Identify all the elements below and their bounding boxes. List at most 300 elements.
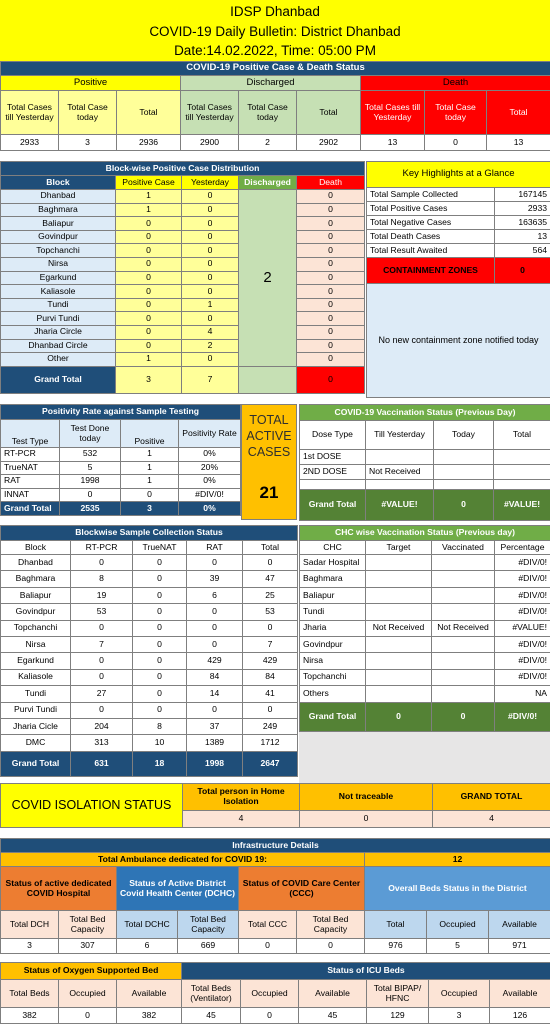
status-value: 0 — [425, 135, 487, 151]
sample-block: Purvi Tundi — [1, 702, 71, 718]
chc-percentage: #DIV/0! — [495, 555, 550, 571]
infra-value: 3 — [1, 939, 59, 954]
block-death: 0 — [297, 217, 365, 231]
col-header: Total Case today — [425, 91, 487, 135]
dose-today — [434, 465, 494, 480]
block-name: Baghmara — [1, 203, 116, 217]
chc-filler — [300, 731, 550, 782]
header-line-1: IDSP Dhanbad — [230, 4, 320, 19]
icu-value: 0 — [241, 1008, 299, 1024]
vaccination-total-label: Grand Total — [300, 490, 366, 521]
group-discharged: Discharged — [181, 76, 361, 91]
highlights-title: Key Highlights at a Glance — [367, 162, 550, 188]
sample-truenat: 0 — [133, 571, 187, 587]
block-yesterday: 0 — [182, 217, 239, 231]
sample-truenat: 0 — [133, 686, 187, 702]
test-positive: 1 — [121, 448, 179, 462]
chc-vaccinated — [432, 669, 495, 685]
col-header: Available — [117, 980, 182, 1008]
positivity-total-label: Grand Total — [1, 502, 60, 516]
chc-target — [366, 636, 432, 652]
sample-block: Govindpur — [1, 604, 71, 620]
chc-percentage: #DIV/0! — [495, 636, 550, 652]
test-type: TrueNAT — [1, 461, 60, 475]
vaccination-total-total: #VALUE! — [494, 490, 550, 521]
dose-till-yesterday — [366, 450, 434, 465]
test-done: 1998 — [60, 475, 121, 489]
sample-truenat: 0 — [133, 587, 187, 603]
chc-percentage: #DIV/0! — [495, 571, 550, 587]
block-distribution-table — [0, 161, 365, 394]
test-positive: 1 — [121, 475, 179, 489]
group-death: Death — [361, 76, 550, 91]
sample-total: 0 — [243, 555, 298, 571]
block-name: Govindpur — [1, 230, 116, 244]
chc-total-vaccinated: 0 — [432, 702, 495, 731]
col-header: Vaccinated — [432, 541, 495, 555]
col-header: Total Case today — [59, 91, 117, 135]
infra-value: 971 — [489, 939, 550, 954]
highlight-label: Total Negative Cases — [367, 216, 495, 230]
highlight-label: Total Positive Cases — [367, 202, 495, 216]
block-positive: 0 — [116, 217, 182, 231]
sample-rat: 429 — [187, 653, 243, 669]
chc-name: Baliapur — [300, 587, 366, 603]
block-name: Purvi Tundi — [1, 312, 116, 326]
block-death: 0 — [297, 285, 365, 299]
block-positive: 0 — [116, 271, 182, 285]
oxygen-title: Status of Oxygen Supported Bed — [1, 963, 182, 980]
positivity-rate-table — [0, 404, 241, 516]
sample-block: Jharia Cicle — [1, 718, 71, 734]
col-header: Yesterday — [182, 176, 239, 190]
block-yesterday: 0 — [182, 203, 239, 217]
sample-block: Dhanbad — [1, 555, 71, 571]
status-title: COVID-19 Positive Case & Death Status — [1, 62, 550, 76]
group-ccc: Status of COVID Care Center (CCC) — [239, 867, 365, 911]
chc-vaccinated — [432, 636, 495, 652]
chc-target — [366, 587, 432, 603]
block-death: 0 — [297, 190, 365, 204]
col-header: Total CCC — [239, 911, 297, 939]
col-header: Total DCHC — [117, 911, 178, 939]
dose-type: 1st DOSE — [300, 450, 366, 465]
col-header: Dose Type — [300, 421, 366, 450]
sample-block: Topchanchi — [1, 620, 71, 636]
sample-total-total: 2647 — [243, 751, 298, 776]
col-header: Till Yesterday — [366, 421, 434, 450]
sample-rtpcr: 0 — [71, 653, 133, 669]
test-positive: 1 — [121, 461, 179, 475]
chc-vaccinated — [432, 604, 495, 620]
sample-total: 0 — [243, 702, 298, 718]
chc-percentage: NA — [495, 686, 550, 702]
dose-today — [434, 450, 494, 465]
infra-value: 0 — [297, 939, 365, 954]
status-value: 2 — [239, 135, 297, 151]
col-header: Total — [365, 911, 427, 939]
infra-value: 307 — [59, 939, 117, 954]
chc-name: Govindpur — [300, 636, 366, 652]
sample-total: 25 — [243, 587, 298, 603]
block-positive: 1 — [116, 353, 182, 367]
positivity-total-done: 2535 — [60, 502, 121, 516]
test-done: 532 — [60, 448, 121, 462]
block-positive: 1 — [116, 190, 182, 204]
sample-rat: 84 — [187, 669, 243, 685]
sample-rtpcr: 8 — [71, 571, 133, 587]
block-name: Jharia Circle — [1, 325, 116, 339]
sample-total: 47 — [243, 571, 298, 587]
sample-rtpcr: 53 — [71, 604, 133, 620]
block-positive: 0 — [116, 285, 182, 299]
oxygen-occupied: 0 — [59, 1008, 117, 1024]
col-header: Total BIPAP/ HFNC — [367, 980, 429, 1008]
icu-value: 3 — [429, 1008, 490, 1024]
sample-total: 7 — [243, 636, 298, 652]
col-header: RT-PCR — [71, 541, 133, 555]
col-header: Total Beds — [1, 980, 59, 1008]
chc-vaccinated — [432, 555, 495, 571]
sample-block: Nirsa — [1, 636, 71, 652]
sample-rat: 0 — [187, 555, 243, 571]
oxygen-bed-table — [0, 962, 182, 1024]
col-header: TrueNAT — [133, 541, 187, 555]
chc-percentage: #DIV/0! — [495, 604, 550, 620]
status-value: 2936 — [117, 135, 181, 151]
sample-rtpcr: 0 — [71, 669, 133, 685]
block-name: Dhanbad — [1, 190, 116, 204]
icu-title: Status of ICU Beds — [182, 963, 550, 980]
oxygen-available: 382 — [117, 1008, 182, 1024]
vaccination-title: COVID-19 Vaccination Status (Previous Day) — [300, 405, 550, 421]
block-positive: 1 — [116, 203, 182, 217]
active-cases-box — [241, 404, 297, 520]
block-positive: 0 — [116, 230, 182, 244]
block-positive: 0 — [116, 244, 182, 258]
test-rate: 0% — [179, 448, 241, 462]
active-cases-label: TOTAL ACTIVE CASES — [246, 413, 292, 459]
sample-total: 1712 — [243, 735, 298, 751]
col-header: Total Cases till Yesterday — [181, 91, 239, 135]
col-header: Total DCH — [1, 911, 59, 939]
block-name: Kaliasole — [1, 285, 116, 299]
isolation-title: COVID ISOLATION STATUS — [1, 784, 183, 828]
chc-vaccinated — [432, 686, 495, 702]
col-header: Total — [243, 541, 298, 555]
block-yesterday: 0 — [182, 257, 239, 271]
positivity-total-rate: 0% — [179, 502, 241, 516]
col-header: RAT — [187, 541, 243, 555]
block-yesterday: 2 — [182, 339, 239, 353]
bulletin-header — [0, 0, 550, 61]
sample-rtpcr: 0 — [71, 555, 133, 571]
status-value: 3 — [59, 135, 117, 151]
isolation-grand-total: 4 — [433, 811, 550, 828]
highlight-value: 13 — [495, 230, 550, 244]
sample-rat: 6 — [187, 587, 243, 603]
col-header: Test Done today — [60, 420, 121, 448]
case-death-status-table — [0, 61, 550, 151]
highlight-label: Total Result Awaited — [367, 244, 495, 258]
positivity-total-positive: 3 — [121, 502, 179, 516]
col-header: GRAND TOTAL — [433, 784, 550, 811]
highlight-label: Total Sample Collected — [367, 188, 495, 202]
col-header: Block — [1, 541, 71, 555]
block-name: Nirsa — [1, 257, 116, 271]
chc-vaccination-table — [299, 525, 550, 783]
chc-target — [366, 555, 432, 571]
status-value: 13 — [487, 135, 550, 151]
sample-block: DMC — [1, 735, 71, 751]
test-done: 5 — [60, 461, 121, 475]
highlight-value: 167145 — [495, 188, 550, 202]
block-death: 0 — [297, 353, 365, 367]
ambulance-label: Total Ambulance dedicated for COVID 19: — [1, 853, 365, 867]
chc-total-label: Grand Total — [300, 702, 366, 731]
block-positive: 0 — [116, 298, 182, 312]
chc-name: Jharia — [300, 620, 366, 636]
group-dch: Status of active dedicated COVID Hospital — [1, 867, 117, 911]
sample-total: 53 — [243, 604, 298, 620]
sample-truenat: 0 — [133, 669, 187, 685]
sample-rat: 1389 — [187, 735, 243, 751]
highlight-label: Total Death Cases — [367, 230, 495, 244]
highlight-value: 564 — [495, 244, 550, 258]
status-value: 2902 — [297, 135, 361, 151]
isolation-status-table — [0, 783, 550, 828]
group-overall-beds: Overall Beds Status in the District — [365, 867, 550, 911]
col-header: Positivity Rate — [179, 420, 241, 448]
block-death: 0 — [297, 271, 365, 285]
header-line-3: Date:14.02.2022, Time: 05:00 PM — [174, 43, 376, 58]
col-header: Block — [1, 176, 116, 190]
col-header: Total — [297, 91, 361, 135]
block-total-positive: 3 — [116, 366, 182, 393]
header-line-2: COVID-19 Daily Bulletin: District Dhanbad — [149, 23, 401, 39]
dose-total — [494, 450, 550, 465]
block-positive: 0 — [116, 257, 182, 271]
block-name: Baliapur — [1, 217, 116, 231]
sample-block: Baghmara — [1, 571, 71, 587]
block-yesterday: 0 — [182, 271, 239, 285]
sample-total: 429 — [243, 653, 298, 669]
vaccination-total-today: 0 — [434, 490, 494, 521]
sample-total-truenat: 18 — [133, 751, 187, 776]
col-header: Total — [494, 421, 550, 450]
chc-percentage: #DIV/0! — [495, 669, 550, 685]
active-cases-value: 21 — [259, 483, 279, 502]
chc-percentage: #VALUE! — [495, 620, 550, 636]
col-header: Total Cases till Yesterday — [361, 91, 425, 135]
test-done: 0 — [60, 488, 121, 502]
containment-note: No new containment zone notified today — [367, 284, 550, 398]
col-header: Total Beds (Ventilator) — [182, 980, 241, 1008]
icu-bed-table — [181, 962, 550, 1024]
chc-target — [366, 686, 432, 702]
col-header: Positive — [121, 420, 179, 448]
block-yesterday: 0 — [182, 244, 239, 258]
infra-title: Infrastructure Details — [1, 839, 550, 853]
block-total-yesterday: 7 — [182, 366, 239, 393]
sample-truenat: 0 — [133, 702, 187, 718]
col-header: Total — [117, 91, 181, 135]
col-header: Total Bed Capacity — [297, 911, 365, 939]
sample-title: Blockwise Sample Collection Status — [1, 526, 298, 541]
sample-rat: 0 — [187, 620, 243, 636]
infra-value: 0 — [239, 939, 297, 954]
block-death: 0 — [297, 339, 365, 353]
sample-truenat: 0 — [133, 555, 187, 571]
col-header: Total Case today — [239, 91, 297, 135]
block-yesterday: 1 — [182, 298, 239, 312]
col-header: Total person in Home Isolation — [183, 784, 300, 811]
col-header: Discharged — [239, 176, 297, 190]
highlight-value: 163635 — [495, 216, 550, 230]
sample-rat: 14 — [187, 686, 243, 702]
block-yesterday: 0 — [182, 230, 239, 244]
sample-rtpcr: 204 — [71, 718, 133, 734]
test-rate: #DIV/0! — [179, 488, 241, 502]
infra-value: 669 — [178, 939, 239, 954]
vaccination-status-table — [299, 404, 550, 521]
sample-rat: 0 — [187, 702, 243, 718]
block-discharged-total: 2 — [239, 190, 297, 367]
test-type: RT-PCR — [1, 448, 60, 462]
infra-value: 976 — [365, 939, 427, 954]
block-positive: 0 — [116, 325, 182, 339]
sample-block: Kaliasole — [1, 669, 71, 685]
col-header: Occupied — [241, 980, 299, 1008]
sample-total: 84 — [243, 669, 298, 685]
sample-total: 249 — [243, 718, 298, 734]
sample-total: 41 — [243, 686, 298, 702]
oxygen-total: 382 — [1, 1008, 59, 1024]
icu-value: 129 — [367, 1008, 429, 1024]
group-dchc: Status of Active District Covid Health Center (DCHC) — [117, 867, 239, 911]
block-death: 0 — [297, 325, 365, 339]
sample-rat: 39 — [187, 571, 243, 587]
block-yesterday: 0 — [182, 312, 239, 326]
sample-rtpcr: 7 — [71, 636, 133, 652]
block-total-discharged — [239, 366, 297, 393]
chc-name: Nirsa — [300, 653, 366, 669]
containment-value: 0 — [495, 258, 550, 284]
test-positive: 0 — [121, 488, 179, 502]
chc-name: Topchanchi — [300, 669, 366, 685]
block-grand-total-label: Grand Total — [1, 366, 116, 393]
icu-value: 126 — [490, 1008, 550, 1024]
sample-truenat: 0 — [133, 653, 187, 669]
chc-vaccinated — [432, 571, 495, 587]
col-header: Available — [299, 980, 367, 1008]
status-value: 2900 — [181, 135, 239, 151]
col-header: Test Type — [1, 420, 60, 448]
icu-value: 45 — [182, 1008, 241, 1024]
test-type: RAT — [1, 475, 60, 489]
highlight-value: 2933 — [495, 202, 550, 216]
sample-total-label: Grand Total — [1, 751, 71, 776]
block-positive: 0 — [116, 312, 182, 326]
test-rate: 0% — [179, 475, 241, 489]
col-header: Total Cases till Yesterday — [1, 91, 59, 135]
sample-truenat: 0 — [133, 604, 187, 620]
sample-rat: 0 — [187, 604, 243, 620]
chc-name: Others — [300, 686, 366, 702]
status-value: 2933 — [1, 135, 59, 151]
chc-total-target: 0 — [366, 702, 432, 731]
chc-target — [366, 669, 432, 685]
block-name: Tundi — [1, 298, 116, 312]
chc-title: CHC wise Vaccination Status (Previous day) — [300, 526, 550, 541]
sample-block: Baliapur — [1, 587, 71, 603]
test-rate: 20% — [179, 461, 241, 475]
sample-truenat: 0 — [133, 620, 187, 636]
infra-value: 5 — [427, 939, 489, 954]
dose-type: 2ND DOSE — [300, 465, 366, 480]
col-header: Occupied — [427, 911, 489, 939]
sample-block: Egarkund — [1, 653, 71, 669]
block-death: 0 — [297, 203, 365, 217]
sample-truenat: 10 — [133, 735, 187, 751]
chc-percentage: #DIV/0! — [495, 587, 550, 603]
group-positive: Positive — [1, 76, 181, 91]
isolation-home: 4 — [183, 811, 300, 828]
chc-name: Sadar Hospital — [300, 555, 366, 571]
sample-rtpcr: 27 — [71, 686, 133, 702]
col-header: Death — [297, 176, 365, 190]
infra-value: 6 — [117, 939, 178, 954]
vaccination-total-till: #VALUE! — [366, 490, 434, 521]
chc-vaccinated: Not Received — [432, 620, 495, 636]
status-value: 13 — [361, 135, 425, 151]
isolation-not-traceable: 0 — [300, 811, 433, 828]
col-header: Total — [487, 91, 550, 135]
block-name: Egarkund — [1, 271, 116, 285]
block-death: 0 — [297, 298, 365, 312]
ambulance-value: 12 — [365, 853, 550, 867]
sample-truenat: 0 — [133, 636, 187, 652]
sample-rtpcr: 0 — [71, 620, 133, 636]
block-yesterday: 0 — [182, 285, 239, 299]
sample-truenat: 8 — [133, 718, 187, 734]
col-header: Occupied — [59, 980, 117, 1008]
positivity-title: Positivity Rate against Sample Testing — [1, 405, 241, 420]
sample-rat: 0 — [187, 636, 243, 652]
sample-total-rtpcr: 631 — [71, 751, 133, 776]
col-header: Available — [490, 980, 550, 1008]
containment-label: CONTAINMENT ZONES — [367, 258, 495, 284]
col-header: Occupied — [429, 980, 490, 1008]
sample-total-rat: 1998 — [187, 751, 243, 776]
sample-rtpcr: 0 — [71, 702, 133, 718]
sample-rat: 37 — [187, 718, 243, 734]
sample-rtpcr: 19 — [71, 587, 133, 603]
block-death: 0 — [297, 244, 365, 258]
chc-target: Not Received — [366, 620, 432, 636]
block-name: Dhanbad Circle — [1, 339, 116, 353]
icu-value: 45 — [299, 1008, 367, 1024]
col-header: Total Bed Capacity — [178, 911, 239, 939]
block-positive: 0 — [116, 339, 182, 353]
chc-percentage: #DIV/0! — [495, 653, 550, 669]
block-yesterday: 4 — [182, 325, 239, 339]
block-title: Block-wise Positive Case Distribution — [1, 162, 365, 176]
chc-total-percentage: #DIV/0! — [495, 702, 550, 731]
block-yesterday: 0 — [182, 353, 239, 367]
chc-vaccinated — [432, 587, 495, 603]
col-header: Today — [434, 421, 494, 450]
